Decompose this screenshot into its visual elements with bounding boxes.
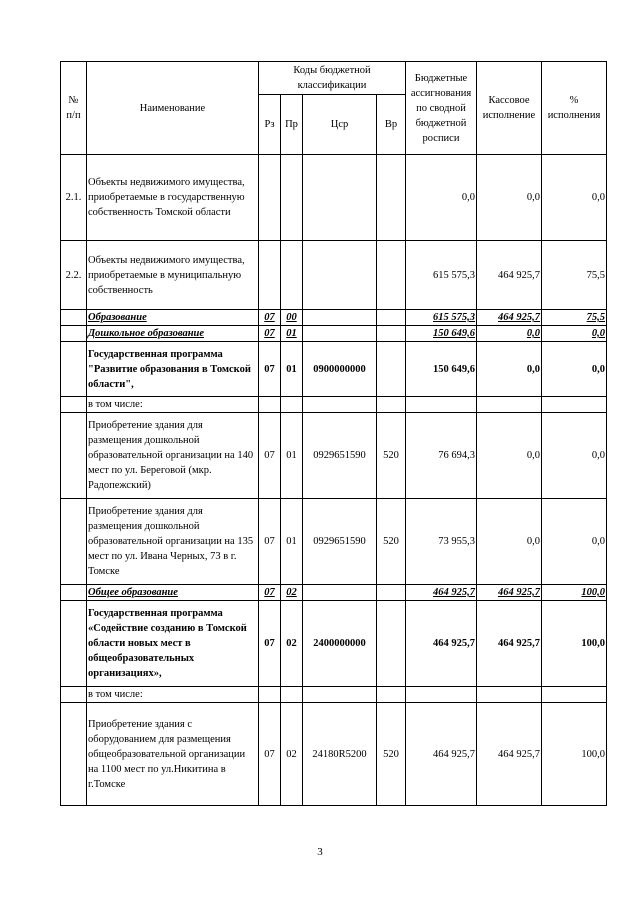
cell-cash: 464 925,7 (477, 703, 542, 806)
cell-pct: 0,0 (542, 342, 607, 397)
cell-alloc: 150 649,6 (406, 342, 477, 397)
cell-pr (281, 687, 303, 703)
cell-csr: 0900000000 (303, 342, 377, 397)
cell-alloc (406, 397, 477, 413)
header-cash: Кассовое исполнение (477, 62, 542, 155)
cell-alloc: 615 575,3 (406, 241, 477, 310)
cell-alloc: 464 925,7 (406, 601, 477, 687)
cell-num (61, 397, 87, 413)
cell-vr (377, 310, 406, 326)
cell-csr: 0929651590 (303, 499, 377, 585)
cell-num (61, 326, 87, 342)
table-row (61, 413, 607, 499)
cell-rz: 07 (259, 601, 281, 687)
header-name: Наименование (87, 62, 259, 155)
cell-pr: 02 (281, 601, 303, 687)
table-row (61, 310, 607, 326)
cell-alloc: 0,0 (406, 155, 477, 241)
cell-alloc (406, 687, 477, 703)
cell-num (61, 310, 87, 326)
cell-csr (303, 310, 377, 326)
cell-pct: 100,0 (542, 601, 607, 687)
cell-rz (259, 155, 281, 241)
cell-vr (377, 155, 406, 241)
cell-cash: 464 925,7 (477, 241, 542, 310)
cell-num (61, 342, 87, 397)
cell-rz: 07 (259, 703, 281, 806)
page-number: 3 (317, 846, 323, 858)
cell-num (61, 687, 87, 703)
cell-cash: 0,0 (477, 326, 542, 342)
header-pr: Пр (281, 95, 303, 155)
cell-alloc: 76 694,3 (406, 413, 477, 499)
cell-rz: 07 (259, 342, 281, 397)
cell-name: в том числе: (87, 687, 259, 703)
cell-pct: 0,0 (542, 326, 607, 342)
cell-vr: 520 (377, 499, 406, 585)
cell-pct: 75,5 (542, 310, 607, 326)
cell-alloc: 464 925,7 (406, 703, 477, 806)
cell-rz: 07 (259, 585, 281, 601)
cell-name: в том числе: (87, 397, 259, 413)
cell-vr (377, 687, 406, 703)
cell-pct (542, 397, 607, 413)
cell-cash (477, 687, 542, 703)
cell-cash: 0,0 (477, 155, 542, 241)
cell-cash: 0,0 (477, 413, 542, 499)
cell-rz: 07 (259, 326, 281, 342)
cell-pr: 00 (281, 310, 303, 326)
header-vr: Вр (377, 95, 406, 155)
cell-vr (377, 342, 406, 397)
table-row (61, 601, 607, 687)
cell-rz: 07 (259, 413, 281, 499)
cell-vr: 520 (377, 703, 406, 806)
cell-pr: 01 (281, 499, 303, 585)
cell-cash: 0,0 (477, 499, 542, 585)
header-rz: Рз (259, 95, 281, 155)
cell-alloc: 464 925,7 (406, 585, 477, 601)
cell-rz (259, 397, 281, 413)
cell-vr (377, 241, 406, 310)
cell-rz (259, 687, 281, 703)
table-row (61, 155, 607, 241)
cell-num (61, 703, 87, 806)
header-csr: Цср (303, 95, 377, 155)
budget-execution-table (60, 61, 607, 806)
cell-csr (303, 155, 377, 241)
cell-pct: 75,5 (542, 241, 607, 310)
table-header-row (61, 62, 607, 95)
cell-pct: 100,0 (542, 585, 607, 601)
cell-name: Общее образование (87, 585, 259, 601)
table-row (61, 397, 607, 413)
cell-vr: 520 (377, 413, 406, 499)
cell-num: 2.1. (61, 155, 87, 241)
cell-csr (303, 326, 377, 342)
table-row (61, 342, 607, 397)
cell-num (61, 585, 87, 601)
cell-cash: 464 925,7 (477, 601, 542, 687)
table-row (61, 326, 607, 342)
cell-csr: 2400000000 (303, 601, 377, 687)
cell-pr: 01 (281, 413, 303, 499)
cell-num (61, 413, 87, 499)
table-row (61, 499, 607, 585)
cell-rz (259, 241, 281, 310)
cell-vr (377, 397, 406, 413)
cell-pr: 01 (281, 326, 303, 342)
cell-name: Приобретение здания для размещения дошкольной образовательной организации на 140 мест по ул. Береговой (мкр. Радопежский) (87, 413, 259, 499)
cell-pr: 02 (281, 585, 303, 601)
cell-csr (303, 241, 377, 310)
cell-rz: 07 (259, 499, 281, 585)
cell-num: 2.2. (61, 241, 87, 310)
cell-cash: 464 925,7 (477, 310, 542, 326)
cell-name: Государственная программа «Содействие созданию в Томской области новых мест в общеобразовательных организациях», (87, 601, 259, 687)
cell-csr (303, 397, 377, 413)
cell-name: Государственная программа "Развитие образования в Томской области", (87, 342, 259, 397)
cell-name: Дошкольное образование (87, 326, 259, 342)
cell-pct: 100,0 (542, 703, 607, 806)
cell-pr (281, 241, 303, 310)
cell-cash: 464 925,7 (477, 585, 542, 601)
header-num: № п/п (61, 62, 87, 155)
cell-csr: 0929651590 (303, 413, 377, 499)
cell-name: Приобретение здания для размещения дошкольной образовательной организации на 135 мест по ул. Ивана Черных, 73 в г. Томске (87, 499, 259, 585)
cell-csr (303, 687, 377, 703)
cell-vr (377, 585, 406, 601)
header-allocations: Бюджетные ассигнования по сводной бюджетной росписи (406, 62, 477, 155)
cell-pr: 01 (281, 342, 303, 397)
cell-alloc: 73 955,3 (406, 499, 477, 585)
cell-pct: 0,0 (542, 499, 607, 585)
table-row (61, 585, 607, 601)
cell-name: Образование (87, 310, 259, 326)
cell-pct: 0,0 (542, 155, 607, 241)
cell-alloc: 150 649,6 (406, 326, 477, 342)
cell-vr (377, 326, 406, 342)
table-row (61, 687, 607, 703)
cell-name: Приобретение здания с оборудованием для размещения общеобразовательной организации на 1100 мест по ул.Никитина в г.Томске (87, 703, 259, 806)
cell-name: Объекты недвижимого имущества, приобретаемые в государственную собственность Томской области (87, 155, 259, 241)
cell-pct: 0,0 (542, 413, 607, 499)
cell-pr (281, 397, 303, 413)
cell-csr: 24180R5200 (303, 703, 377, 806)
cell-name: Объекты недвижимого имущества, приобретаемые в муниципальную собственность (87, 241, 259, 310)
cell-num (61, 499, 87, 585)
cell-num (61, 601, 87, 687)
table-row (61, 241, 607, 310)
header-percent: % исполнения (542, 62, 607, 155)
cell-pr (281, 155, 303, 241)
cell-rz: 07 (259, 310, 281, 326)
cell-alloc: 615 575,3 (406, 310, 477, 326)
table-row (61, 703, 607, 806)
cell-pr: 02 (281, 703, 303, 806)
header-codes-group: Коды бюджетной классификации (259, 62, 406, 95)
cell-cash (477, 397, 542, 413)
cell-csr (303, 585, 377, 601)
cell-cash: 0,0 (477, 342, 542, 397)
cell-pct (542, 687, 607, 703)
cell-vr (377, 601, 406, 687)
